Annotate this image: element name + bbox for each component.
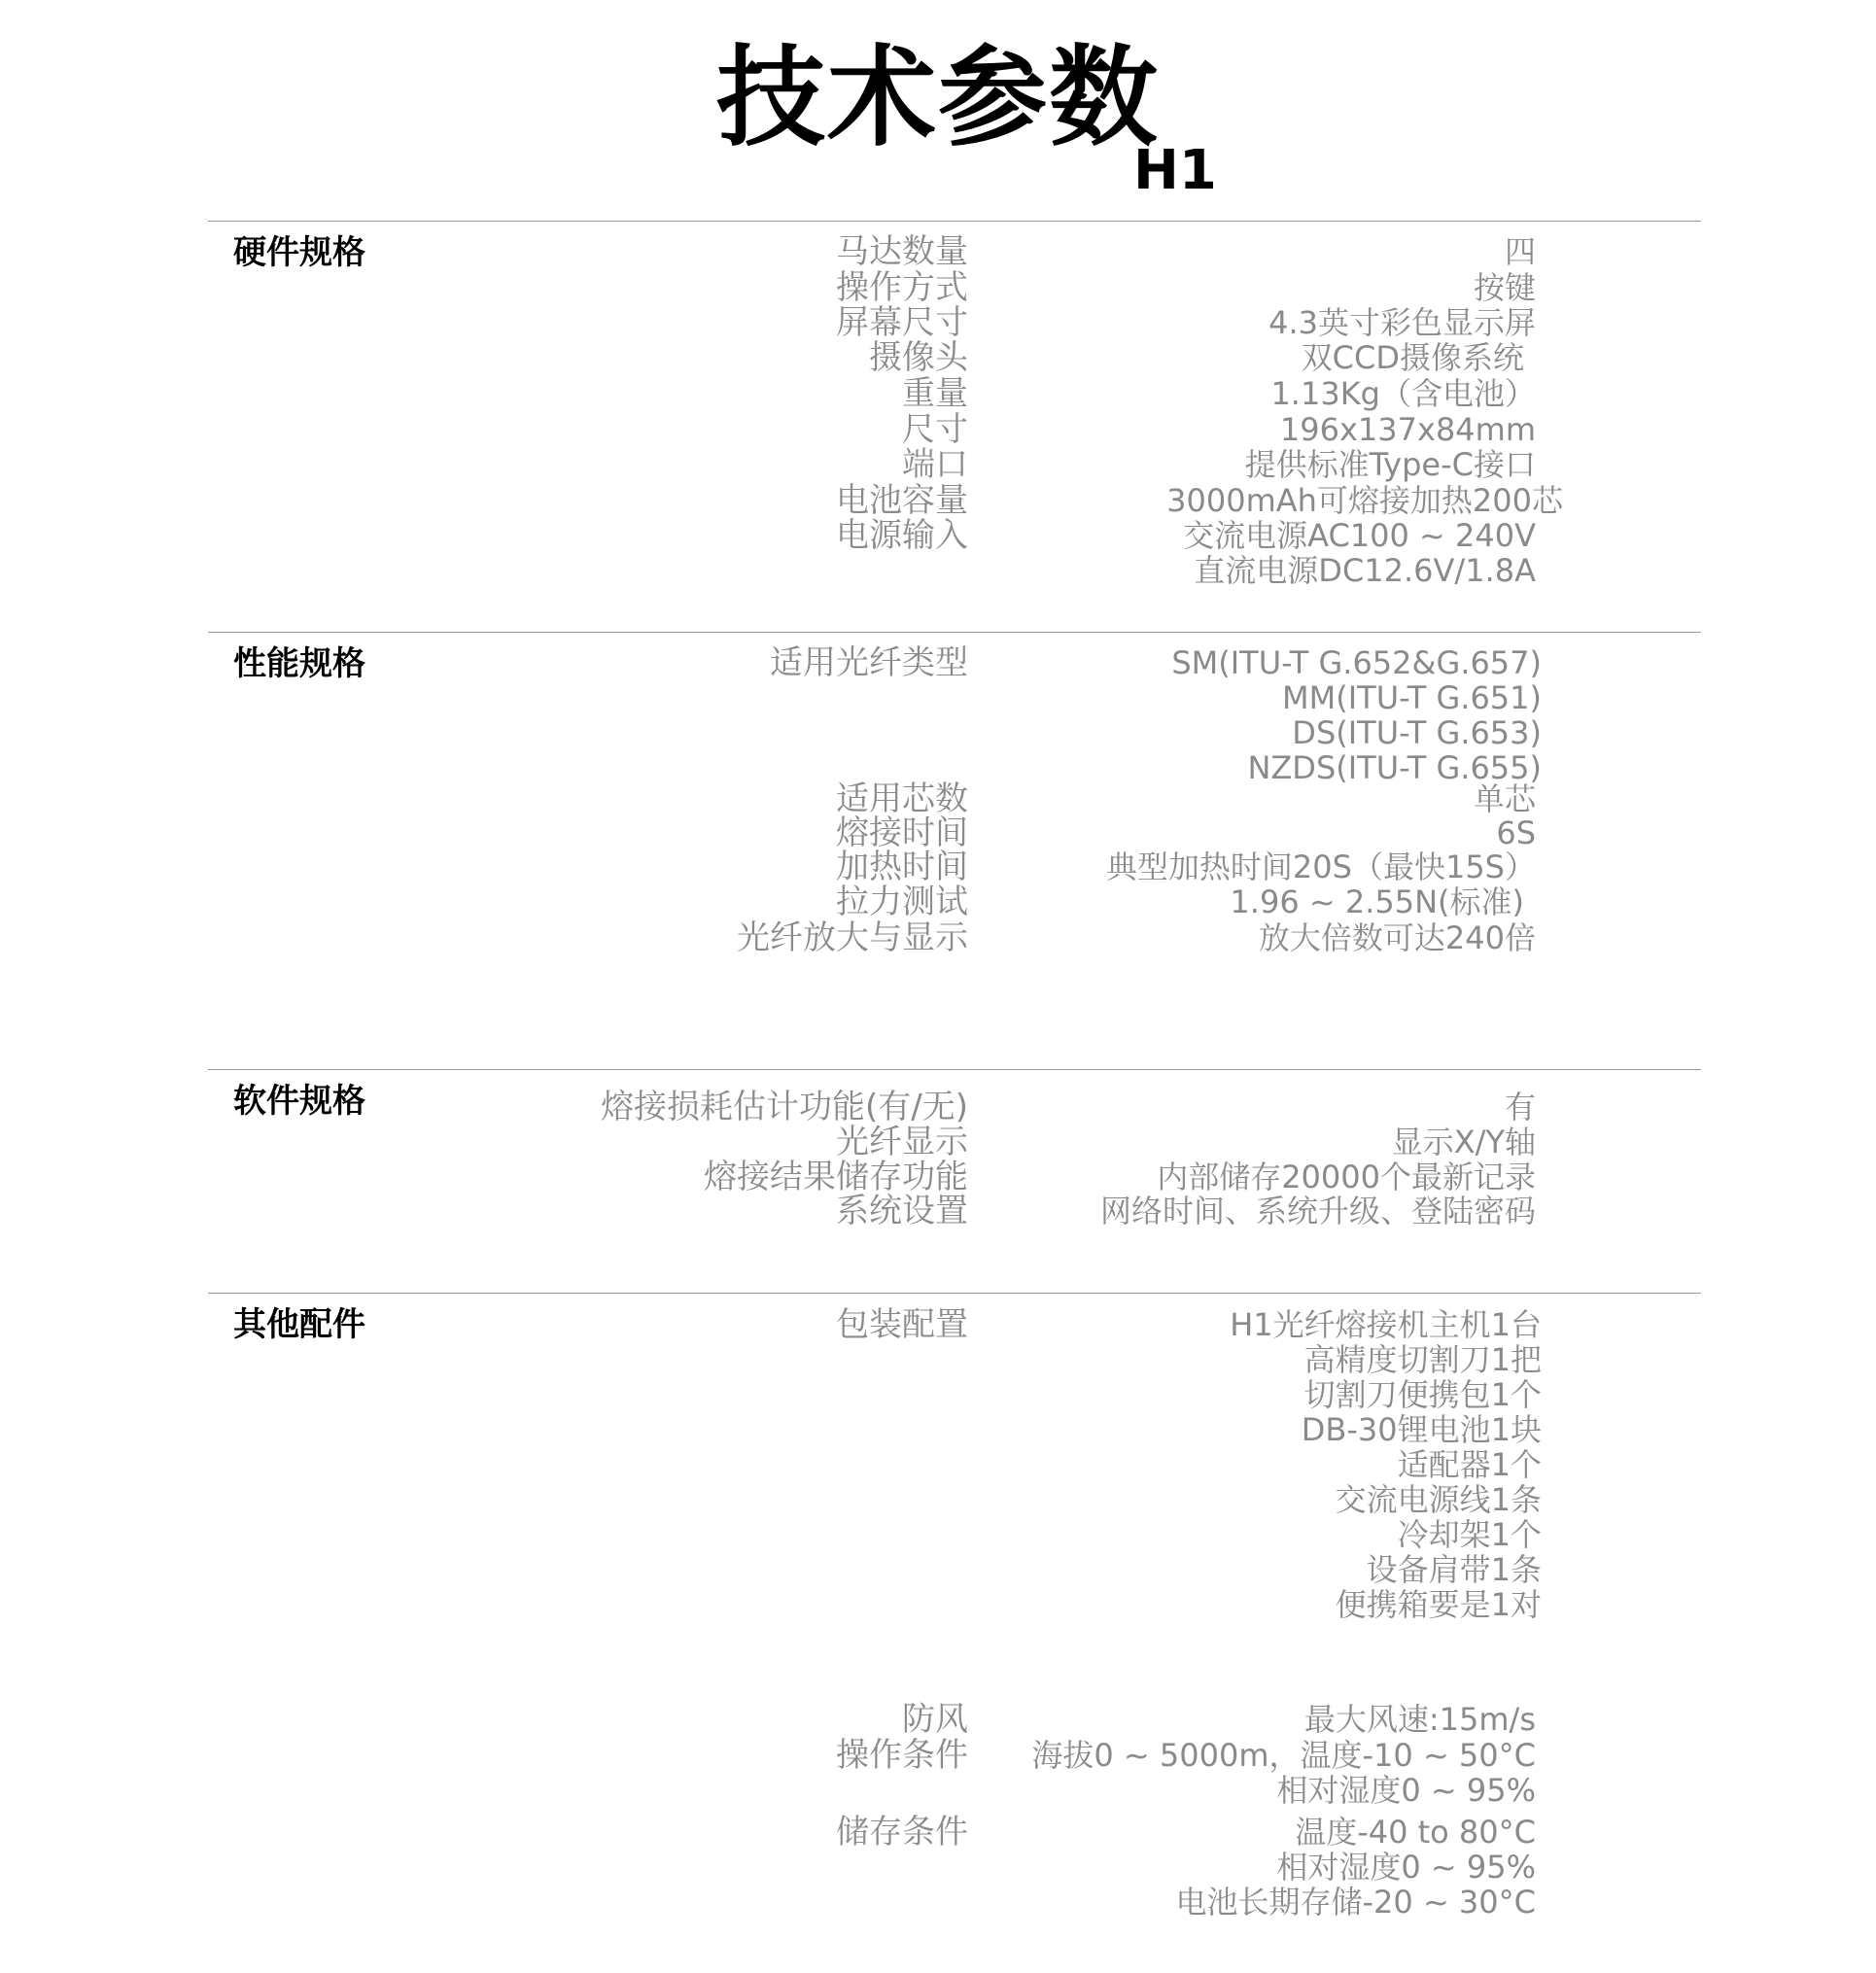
spec-values	[1176, 1815, 1537, 1920]
spec-value: 有	[1504, 1089, 1536, 1125]
spec-label: 摄像头	[869, 338, 968, 377]
page-title: 技术参数	[716, 35, 1160, 161]
spec-value: 1.96 ~ 2.55N(标准)	[1230, 883, 1524, 920]
spec-label: 储存条件	[836, 1813, 968, 1852]
spec-values	[1474, 781, 1536, 816]
spec-label: 尺寸	[902, 410, 968, 449]
spec-label: 加热时间	[836, 848, 968, 886]
spec-label: 熔接损耗估计功能(有/无)	[601, 1088, 968, 1126]
spec-value: 显示X/Y轴	[1391, 1124, 1536, 1160]
section-title: 性能规格	[233, 644, 365, 683]
spec-values	[1496, 815, 1536, 850]
spec-values	[1268, 305, 1536, 340]
spec-value: 交流电源线1条	[1335, 1481, 1542, 1518]
spec-value: 双CCD摄像系统	[1301, 339, 1524, 376]
spec-values	[1245, 447, 1536, 482]
spec-value: 便携箱要是1对	[1335, 1586, 1542, 1623]
spec-values	[1259, 920, 1536, 955]
spec-label: 光纤显示	[836, 1123, 968, 1161]
spec-value: 设备肩带1条	[1366, 1551, 1542, 1588]
spec-values	[1230, 884, 1524, 919]
spec-value: 最大风速:15m/s	[1303, 1701, 1536, 1738]
spec-label: 包装配置	[836, 1305, 968, 1344]
spec-value: SM(ITU-T G.652&G.657)	[1171, 644, 1542, 681]
spec-label: 马达数量	[836, 232, 968, 271]
spec-label: 系统设置	[836, 1192, 968, 1230]
spec-label: 防风	[902, 1700, 968, 1739]
spec-section	[208, 632, 1701, 957]
spec-values	[1171, 645, 1542, 785]
spec-value: 放大倍数可达240倍	[1258, 919, 1536, 956]
spec-values	[1505, 1090, 1536, 1125]
section-title: 软件规格	[233, 1082, 365, 1121]
spec-values	[1031, 1738, 1536, 1808]
spec-value: 3000mAh可熔接加热200芯	[1166, 482, 1563, 519]
spec-value: 6S	[1496, 814, 1536, 851]
spec-value: 相对湿度0 ~ 95%	[1276, 1772, 1536, 1809]
spec-value: DS(ITU-T G.653)	[1292, 714, 1542, 751]
spec-label: 适用光纤类型	[770, 643, 968, 682]
spec-label: 熔接时间	[836, 813, 968, 852]
model-name: H1	[1133, 139, 1217, 202]
spec-values	[1270, 376, 1536, 411]
spec-section	[208, 221, 1701, 589]
spec-value: 海拔0 ~ 5000m，温度-10 ~ 50°C	[1031, 1737, 1536, 1774]
spec-value: 直流电源DC12.6V/1.8A	[1194, 552, 1536, 589]
spec-value: 按键	[1473, 269, 1536, 306]
spec-label: 重量	[902, 374, 968, 413]
spec-value: 4.3英寸彩色显示屏	[1268, 304, 1536, 341]
spec-value: 切割刀便携包1个	[1303, 1376, 1542, 1413]
spec-values	[1230, 1307, 1542, 1622]
spec-value: 1.13Kg（含电池）	[1270, 375, 1536, 412]
spec-values	[1505, 234, 1536, 269]
spec-values	[1474, 270, 1536, 305]
spec-value: 单芯	[1473, 780, 1536, 817]
spec-value: NZDS(ITU-T G.655)	[1247, 749, 1542, 786]
section-title: 硬件规格	[233, 233, 365, 272]
spec-label: 熔接结果储存功能	[704, 1158, 968, 1196]
spec-values	[1280, 412, 1536, 447]
spec-label: 电源输入	[836, 516, 968, 555]
spec-value: 电池长期存储-20 ~ 30°C	[1175, 1884, 1536, 1921]
spec-values	[1106, 849, 1536, 884]
spec-value: 提供标准Type-C接口	[1244, 446, 1536, 483]
spec-label: 端口	[902, 445, 968, 484]
spec-values	[1302, 340, 1524, 375]
spec-values	[1392, 1125, 1536, 1160]
spec-label: 电池容量	[836, 481, 968, 520]
spec-label: 光纤放大与显示	[737, 918, 968, 957]
spec-value: 高精度切割刀1把	[1303, 1341, 1542, 1378]
spec-values	[1157, 1160, 1536, 1194]
spec-value: 四	[1504, 233, 1536, 270]
spec-value: 196x137x84mm	[1279, 411, 1536, 448]
spec-label: 操作条件	[836, 1736, 968, 1775]
spec-value: 内部储存20000个最新记录	[1157, 1159, 1536, 1195]
spec-section	[208, 1069, 1701, 1230]
spec-value: DB-30锂电池1块	[1301, 1411, 1542, 1448]
spec-label: 拉力测试	[836, 883, 968, 921]
spec-value: 温度-40 to 80°C	[1295, 1814, 1536, 1851]
spec-value: MM(ITU-T G.651)	[1282, 679, 1542, 716]
spec-value: 相对湿度0 ~ 95%	[1276, 1849, 1536, 1886]
spec-value: 交流电源AC100 ~ 240V	[1183, 517, 1536, 554]
spec-value: 冷却架1个	[1397, 1516, 1542, 1553]
spec-values	[1183, 518, 1536, 588]
spec-value: H1光纤熔接机主机1台	[1230, 1306, 1542, 1343]
spec-values	[1100, 1194, 1536, 1229]
spec-label: 操作方式	[836, 268, 968, 307]
section-title: 其他配件	[233, 1305, 365, 1344]
spec-label: 屏幕尺寸	[836, 303, 968, 342]
spec-value: 网络时间、系统升级、登陆密码	[1099, 1193, 1536, 1229]
spec-values	[1304, 1702, 1536, 1737]
spec-section	[208, 1293, 1701, 1921]
spec-value: 典型加热时间20S（最快15S）	[1105, 848, 1536, 885]
spec-value: 适配器1个	[1397, 1446, 1542, 1483]
spec-label: 适用芯数	[836, 779, 968, 818]
spec-values	[1166, 483, 1563, 518]
